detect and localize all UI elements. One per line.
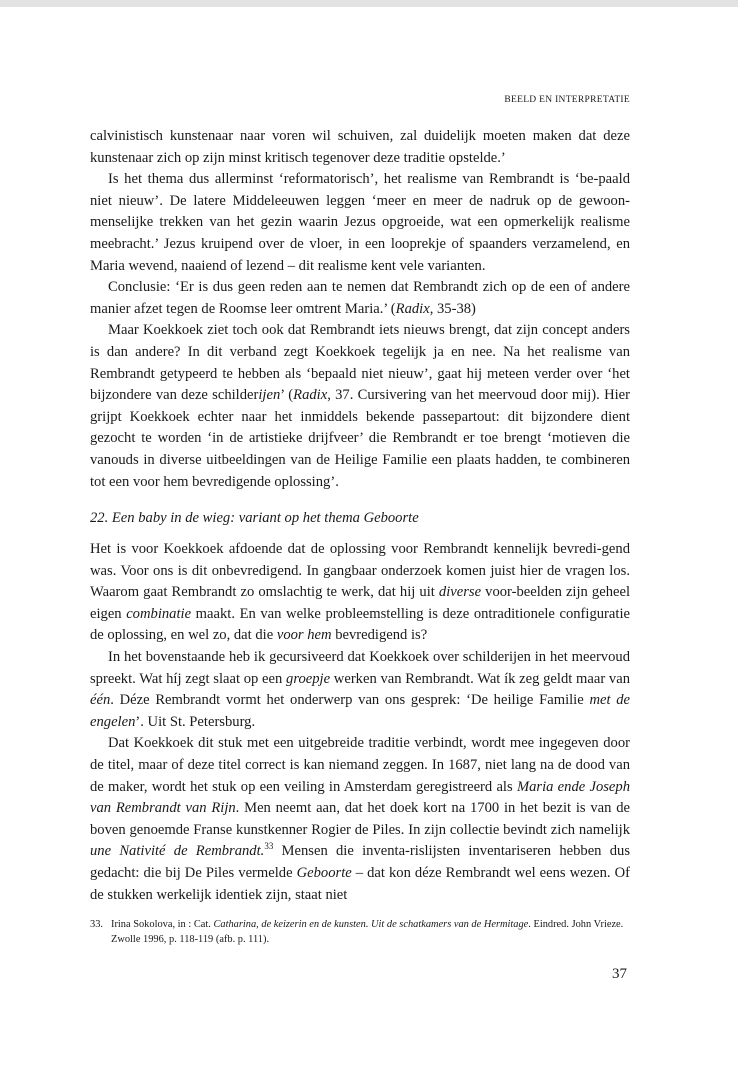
italic-text: Maria ende Joseph van Rembrandt van Rijn (90, 778, 630, 817)
body-text-after-heading (90, 539, 630, 906)
footnote-reference: 33 (264, 841, 274, 852)
italic-text: une Nativité de Rembrandt. (90, 843, 265, 860)
italic-text: Radix (395, 300, 430, 317)
text-run: werken van Rembrandt. Wat ík zeg geldt maar van (330, 670, 630, 687)
text-run: , 35-38) (429, 300, 476, 317)
running-header: BEELD EN INTERPRETATIE (504, 95, 630, 105)
text-run: . Men neemt aan, dat het doek kort na 1700 in het bezit is van de boven genoemde Franse kunstkenner Rogier de Piles. In zijn collectie bevindt zich namelijk (90, 800, 630, 838)
italic-text: één (90, 692, 111, 709)
italic-text: Radix (293, 387, 328, 404)
text-run: Mensen die inventa-rislijsten inventariseren hebben dus gedacht: die bij De Piles vermelde (90, 843, 630, 881)
text-run: . Eindred. John Vrieze. Zwolle 1996, p. 118-119 (afb. p. 111). (111, 919, 624, 945)
body-text-before-heading (90, 126, 630, 493)
text-run: Maar Koekkoek ziet toch ook dat Rembrandt iets nieuws brengt, dat zijn concept anders is dan andere? In dit verband zegt Koekkoek tegelijk ja en nee. Na het realisme van Rembrandt getypeerd te hebben als ‘bepaald niet nieuw’, gaat hij meteen verder over ‘het bijzondere van deze schilder (90, 322, 630, 404)
text-run: ’. Uit St. Petersburg. (135, 713, 256, 730)
paragraph (90, 647, 630, 733)
text-run: , 37. Cursivering van het meervoud door mij). Hier grijpt Koekkoek echter naar het inmiddels bekende passepartout: dit bijzondere dient gezocht te worden ‘in de artistieke drijfveer’ die Rembrandt er toe brengt ‘motieven die vanouds in diverse uitbeeldingen van de Heilige Familie een plaats hadden, te combineren tot een voor hem bevredigende oplossing’. (90, 387, 631, 490)
italic-text: combinatie (126, 605, 192, 622)
text-run: bevredigend is? (331, 627, 428, 644)
text-run: In het bovenstaande heb ik gecursiveerd dat Koekkoek over schilderijen in het meervoud spreekt. Wat híj zegt slaat op een (90, 648, 630, 687)
text-run: – dat kon déze Rembrandt wel eens wezen. Of de stukken werkelijk identiek zijn, staat niet (90, 864, 631, 903)
text-run: Conclusie: ‘Er is dus geen reden aan te nemen dat Rembrandt zich op de een of andere manier afzet tegen de Roomse leer omtrent Maria.’ ( (90, 279, 630, 317)
footnote (90, 917, 638, 947)
paragraph (90, 169, 630, 277)
italic-text: diverse (438, 584, 482, 601)
text-run: Het is voor Koekkoek afdoende dat de oplossing voor Rembrandt kennelijk bevredi-gend was. Voor ons is dit onbevredigend. In gangbaar onderzoek komen juist hier de vragen los. Waarom gaat Rembrandt zo omslachtig te werk, dat hij uit (90, 541, 630, 601)
text-run: voor-beelden zijn geheel eigen (90, 584, 631, 622)
page-number: 37 (612, 966, 627, 982)
text-run: ’ ( (280, 387, 294, 404)
footnote-number: 33. (90, 919, 103, 930)
paragraph (90, 539, 630, 647)
italic-text: Geboorte (296, 864, 352, 881)
text-run: Is het thema dus allerminst ‘reformatorisch’, het realisme van Rembrandt is ‘be-paald niet nieuw’. De latere Middeleeuwen leggen ‘meer en meer de nadruk op de gewoon-menselijke trekken van het gezin waarin Jezus opgroeide, wat een opmerkelijk realisme meebracht.’ Jezus kruipend over de vloer, in een looprekje of spaanders verzamelend, en Maria wevend, naaiend of lezend – dit realisme kent vele varianten. (90, 171, 630, 274)
italic-text: met de engelen (90, 692, 631, 730)
italic-text: voor hem (276, 627, 332, 644)
italic-text: groepje (286, 670, 331, 687)
text-run: . Déze Rembrandt vormt het onderwerp van ons gesprek: ‘De heilige Familie (110, 692, 590, 709)
paragraph (90, 277, 630, 320)
italic-text: ijen (258, 387, 281, 404)
paragraph (90, 126, 630, 169)
text-run: Dat Koekkoek dit stuk met een uitgebreide traditie verbindt, wordt mee ingegeven door de titel, maar of deze titel correct is kan niemand zeggen. In 1687, niet lang na de dood van de maker, wordt het stuk op een veiling in Amsterdam geregistreerd als (90, 735, 630, 795)
paragraph (90, 733, 630, 906)
italic-text: Catharina, de keizerin en de kunsten. Uit de schatkamers van de Hermitage (213, 919, 529, 930)
text-run: calvinistisch kunstenaar naar voren wil schuiven, zal duidelijk moeten maken dat deze kunstenaar zich op zijn minst kritisch tegenover deze traditie opstelde.’ (90, 128, 630, 166)
text-run: maakt. En van welke probleemstelling is deze ontraditionele configuratie de oplossing, en wel zo, dat die (90, 605, 630, 644)
scan-top-strip (0, 0, 738, 7)
section-heading: 22. Een baby in de wieg: variant op het thema Geboorte (90, 510, 419, 526)
text-run: Irina Sokolova, in : Cat. (111, 919, 214, 930)
paragraph (90, 320, 630, 493)
footnote-text (111, 917, 638, 947)
